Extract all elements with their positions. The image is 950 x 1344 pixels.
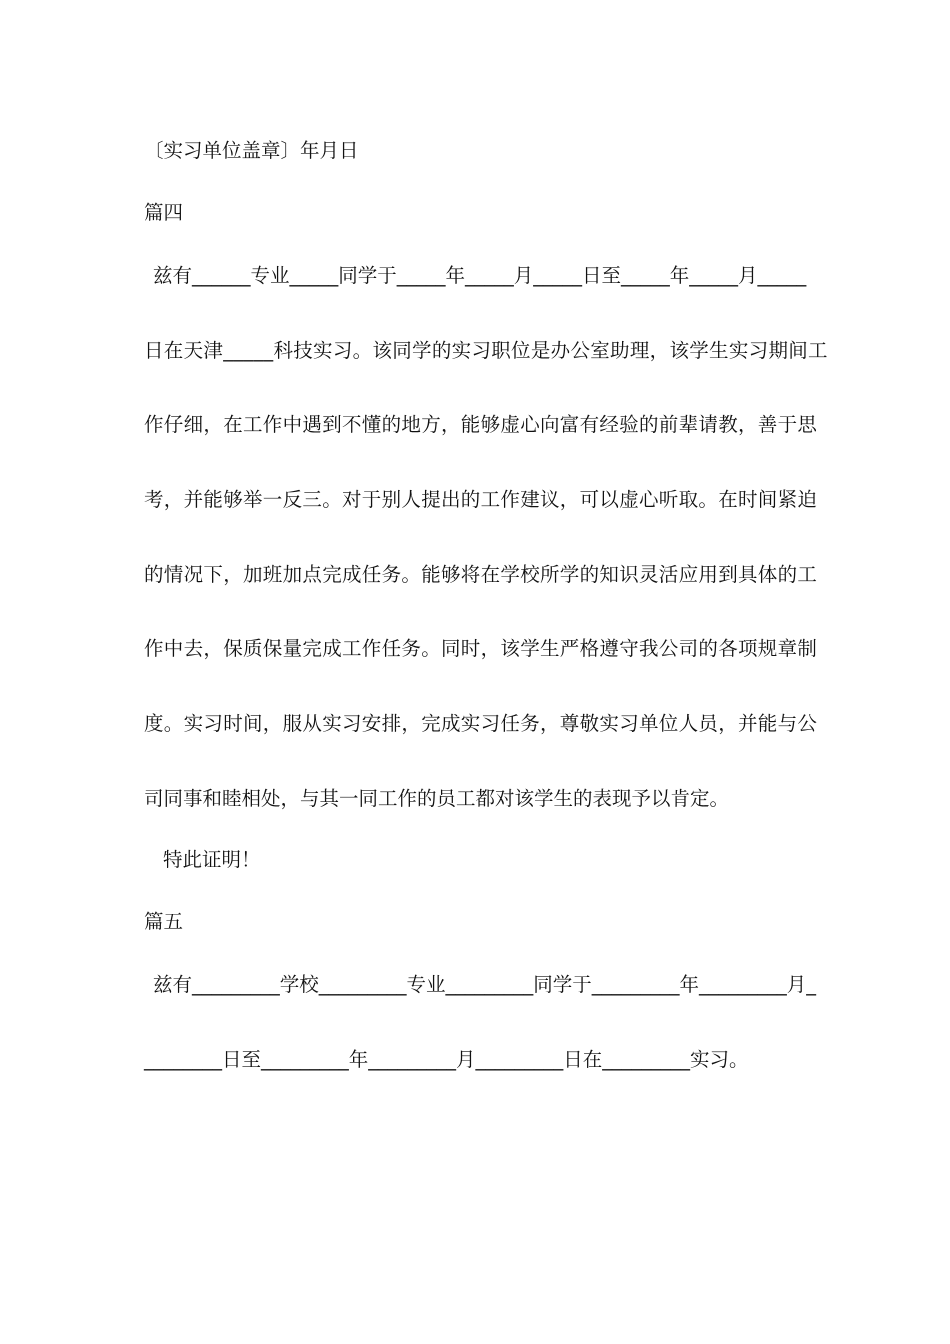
section5-fill-line-1: 兹有_________学校_________专业_________同学于_________年_________月_	[153, 973, 817, 996]
closing-statement: 特此证明！	[163, 848, 261, 871]
section4-body-line-3: 考，并能够举一反三。对于别人提出的工作建议，可以虚心听取。在时间紧迫	[144, 488, 818, 511]
section4-body-line-7: 司同事和睦相处，与其一同工作的员工都对该学生的表现予以肯定。	[144, 787, 730, 810]
stamp-line: 〔实习单位盖章〕年月日	[144, 139, 359, 162]
section5-fill-line-2: ________日至_________年_________月_________日在_________实习。	[144, 1048, 749, 1071]
section4-body-line-6: 度。实习时间，服从实习安排，完成实习任务，尊敬实习单位人员，并能与公	[144, 712, 818, 735]
section-heading-5: 篇五	[144, 910, 184, 933]
section4-body-line-1: 日在天津_____科技实习。该同学的实习职位是办公室助理，该学生实习期间工	[144, 339, 828, 362]
section4-body-line-2: 作仔细，在工作中遇到不懂的地方，能够虚心向富有经验的前辈请教，善于思	[144, 413, 818, 436]
section-heading-4: 篇四	[144, 201, 184, 224]
section4-fill-line: 兹有______专业_____同学于_____年_____月_____日至_____年_____月_____	[153, 264, 807, 287]
section4-body-line-5: 作中去，保质保量完成工作任务。同时，该学生严格遵守我公司的各项规章制	[144, 637, 818, 660]
section4-body-line-4: 的情况下，加班加点完成任务。能够将在学校所学的知识灵活应用到具体的工	[144, 563, 818, 586]
